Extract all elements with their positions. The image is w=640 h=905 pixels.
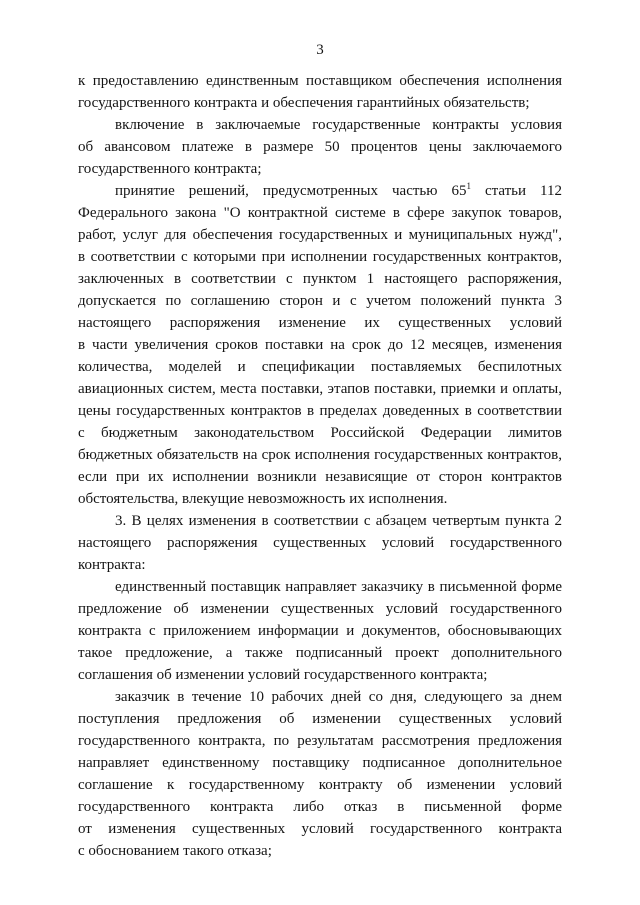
text-fragment: принятие решений, предусмотренных частью 65	[115, 183, 467, 199]
text-line: настоящего распоряжения изменение их существенных условий	[78, 315, 562, 331]
text-line: направляет единственному поставщику подписанное дополнительное	[78, 755, 562, 771]
text-line: цены государственных контрактов в пределах доведенных в соответствии	[78, 403, 562, 419]
text-line: количества, моделей и спецификации поставляемых беспилотных	[78, 359, 562, 375]
paragraph-1	[78, 70, 562, 114]
text-line: в части увеличения сроков поставки на срок до 12 месяцев, изменения	[78, 337, 562, 353]
text-line: авиационных систем, места поставки, этапов поставки, приемки и оплаты,	[78, 381, 562, 397]
paragraph-3	[78, 180, 562, 510]
page-number: 3	[316, 42, 324, 58]
text-fragment: статьи 112	[470, 183, 562, 199]
text-line: такое предложение, а также подписанный проект дополнительного	[78, 645, 562, 661]
text-line: государственного контракта либо отказ в письменной форме	[78, 799, 562, 815]
text-line: Федерального закона "О контрактной системе в сфере закупок товаров,	[78, 205, 562, 221]
paragraph-2	[78, 114, 562, 180]
text-line: к предоставлению единственным поставщиком обеспечения исполнения	[78, 73, 562, 89]
text-line: заключенных в соответствии с пунктом 1 настоящего распоряжения,	[78, 271, 562, 287]
text-line: государственного контракта;	[78, 161, 262, 177]
text-line: работ, услуг для обеспечения государственных и муниципальных нужд",	[78, 227, 562, 243]
superscript-number: 1	[466, 181, 471, 191]
text-line: соглашение к государственному контракту об изменении условий	[78, 777, 562, 793]
text-line: с обоснованием такого отказа;	[78, 843, 272, 859]
text-line: предложение об изменении существенных условий государственного	[78, 601, 562, 617]
text-line: государственного контракта, по результатам рассмотрения предложения	[78, 733, 562, 749]
text-line: от изменения существенных условий государственного контракта	[78, 821, 562, 837]
text-line: обстоятельства, влекущие невозможность их исполнения.	[78, 491, 448, 507]
text-line: бюджетных обязательств на срок исполнения государственных контрактов,	[78, 447, 562, 463]
paragraph-6	[78, 686, 562, 862]
text-line-with-superscript	[78, 180, 562, 202]
text-line: единственный поставщик направляет заказчику в письменной форме	[115, 579, 562, 595]
text-line: контракта:	[78, 557, 146, 573]
text-line: с бюджетным законодательством Российской Федерации лимитов	[78, 425, 562, 441]
text-line: если при их исполнении возникли независящие от сторон контрактов	[78, 469, 562, 485]
text-line: заказчик в течение 10 рабочих дней со дня, следующего за днем	[115, 689, 562, 705]
text-line: в соответствии с которыми при исполнении государственных контрактов,	[78, 249, 562, 265]
paragraph-5	[78, 576, 562, 686]
text-line: допускается по соглашению сторон и с учетом положений пункта 3	[78, 293, 562, 309]
text-line: 3. В целях изменения в соответствии с абзацем четвертым пункта 2	[115, 513, 562, 529]
text-line: включение в заключаемые государственные контракты условия	[115, 117, 562, 133]
text-line: соглашения об изменении условий государственного контракта;	[78, 667, 488, 683]
text-line: поступления предложения об изменении существенных условий	[78, 711, 562, 727]
text-line: контракта с приложением информации и документов, обосновывающих	[78, 623, 562, 639]
paragraph-4	[78, 510, 562, 576]
text-line: об авансовом платеже в размере 50 процентов цены заключаемого	[78, 139, 562, 155]
document-body	[78, 70, 562, 862]
text-line: настоящего распоряжения существенных условий государственного	[78, 535, 562, 551]
text-line: государственного контракта и обеспечения гарантийных обязательств;	[78, 95, 530, 111]
